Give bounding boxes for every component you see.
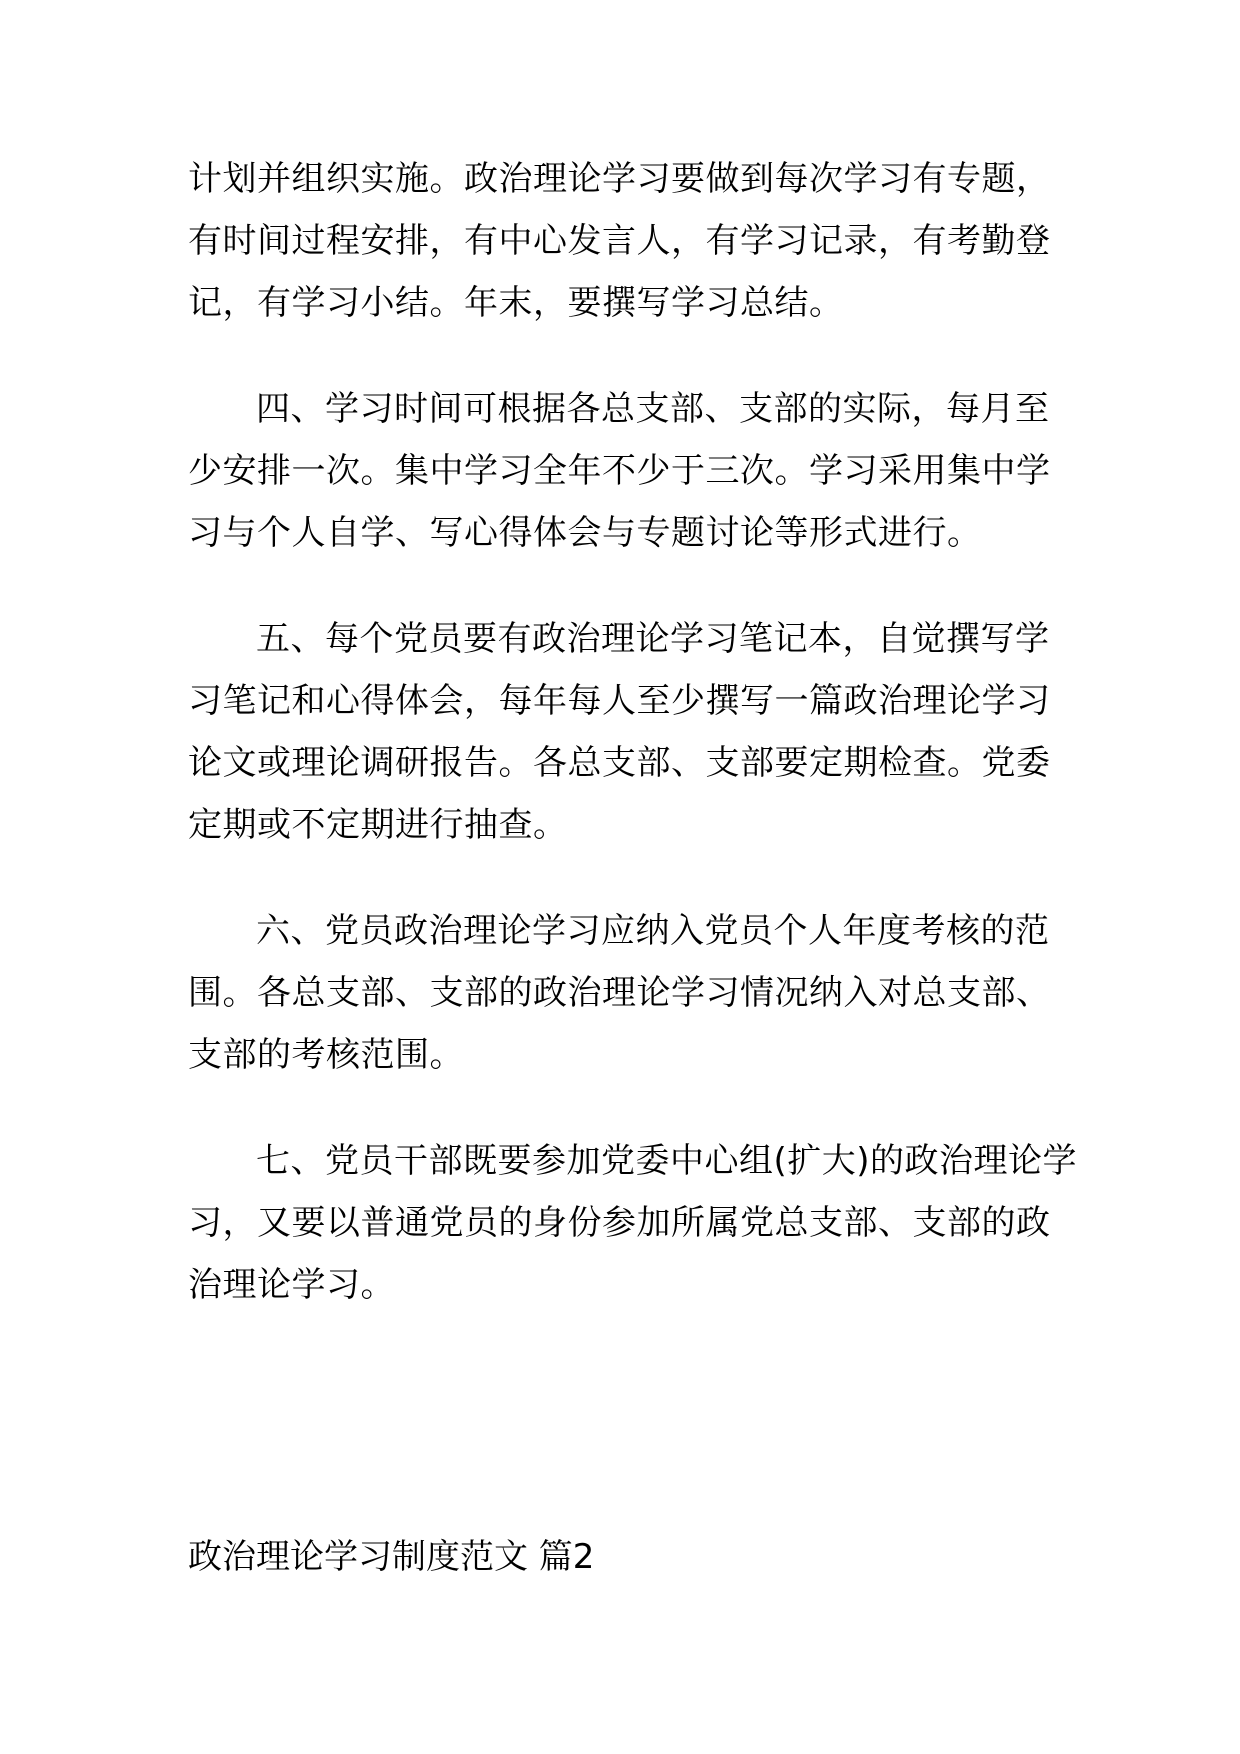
section-heading: 政治理论学习制度范文 篇2	[188, 1537, 595, 1577]
paragraph-line: 四、学习时间可根据各总支部、支部的实际，每月至	[256, 389, 1050, 429]
paragraph-line: 围。各总支部、支部的政治理论学习情况纳入对总支部、	[188, 973, 1051, 1013]
paragraph-line: 六、党员政治理论学习应纳入党员个人年度考核的范	[256, 911, 1050, 951]
paragraph-line: 支部的考核范围。	[188, 1035, 464, 1075]
paragraph-line: 有时间过程安排，有中心发言人，有学习记录，有考勤登	[188, 221, 1051, 261]
paragraph-line: 五、每个党员要有政治理论学习笔记本，自觉撰写学	[256, 619, 1050, 659]
paragraph-item-six	[188, 900, 1068, 1086]
paragraph-study-plan	[188, 148, 1068, 334]
paragraph-line: 习，又要以普通党员的身份参加所属党总支部、支部的政	[188, 1203, 1051, 1243]
paragraph-line: 少安排一次。集中学习全年不少于三次。学习采用集中学	[188, 451, 1051, 491]
paragraph-line: 习笔记和心得体会，每年每人至少撰写一篇政治理论学习	[188, 681, 1051, 721]
paragraph-line: 定期或不定期进行抽查。	[188, 805, 568, 845]
paragraph-item-seven	[188, 1130, 1078, 1316]
paragraph-line: 论文或理论调研报告。各总支部、支部要定期检查。党委	[188, 743, 1051, 783]
paragraph-item-five	[188, 608, 1068, 856]
paragraph-item-four	[188, 378, 1068, 564]
paragraph-line: 计划并组织实施。政治理论学习要做到每次学习有专题，	[188, 159, 1051, 199]
paragraph-line: 治理论学习。	[188, 1265, 395, 1305]
paragraph-line: 习与个人自学、写心得体会与专题讨论等形式进行。	[188, 513, 982, 553]
paragraph-line: 记，有学习小结。年末，要撰写学习总结。	[188, 283, 844, 323]
paragraph-line: 七、党员干部既要参加党委中心组(扩大)的政治理论学	[256, 1141, 1078, 1181]
